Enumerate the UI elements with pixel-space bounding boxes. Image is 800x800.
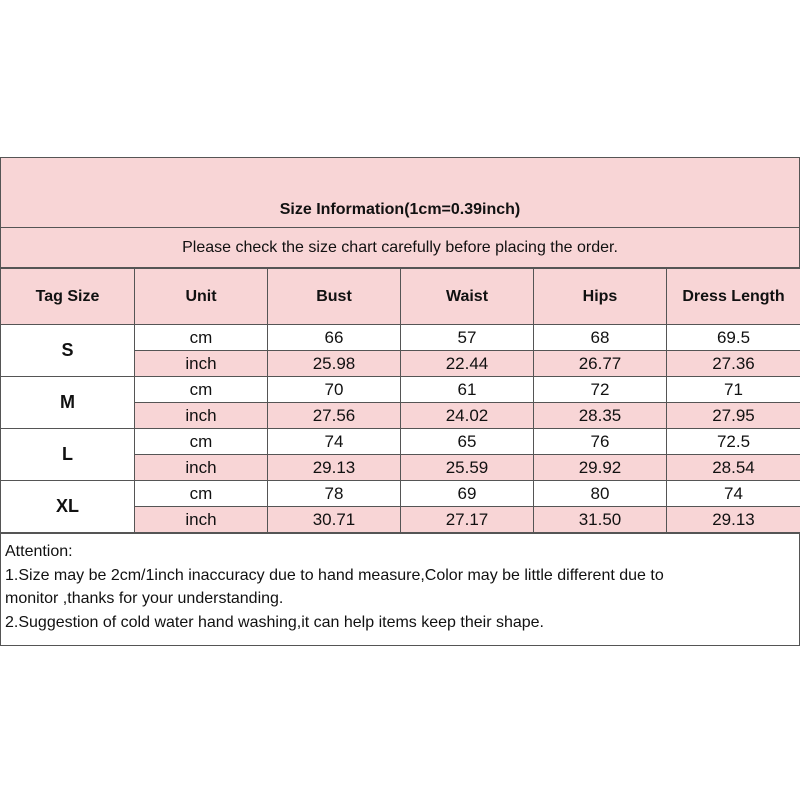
waist-cell: 57 bbox=[401, 325, 534, 351]
hips-cell: 72 bbox=[534, 377, 667, 403]
waist-cell: 25.59 bbox=[401, 455, 534, 481]
bust-cell: 78 bbox=[268, 481, 401, 507]
header-hips: Hips bbox=[534, 269, 667, 325]
bust-cell: 25.98 bbox=[268, 351, 401, 377]
tag-size-cell: XL bbox=[1, 481, 135, 533]
bust-cell: 27.56 bbox=[268, 403, 401, 429]
waist-cell: 24.02 bbox=[401, 403, 534, 429]
waist-cell: 27.17 bbox=[401, 507, 534, 533]
table-row bbox=[1, 429, 800, 455]
bust-cell: 29.13 bbox=[268, 455, 401, 481]
length-cell: 74 bbox=[667, 481, 800, 507]
unit-cell: cm bbox=[135, 325, 268, 351]
tag-size-cell: S bbox=[1, 325, 135, 377]
tag-size-cell: L bbox=[1, 429, 135, 481]
attention-line-2: monitor ,thanks for your understanding. bbox=[5, 590, 284, 607]
notice-row bbox=[0, 228, 800, 268]
bust-cell: 74 bbox=[268, 429, 401, 455]
attention-heading: Attention: bbox=[5, 543, 73, 560]
attention-line-3: 2.Suggestion of cold water hand washing,it can help items keep their shape. bbox=[5, 613, 544, 631]
length-cell: 27.95 bbox=[667, 403, 800, 429]
order-notice: Please check the size chart carefully before placing the order. bbox=[182, 238, 618, 256]
table-row bbox=[1, 481, 800, 507]
header-row bbox=[1, 269, 800, 325]
waist-cell: 65 bbox=[401, 429, 534, 455]
hips-cell: 76 bbox=[534, 429, 667, 455]
waist-cell: 22.44 bbox=[401, 351, 534, 377]
header-unit: Unit bbox=[135, 269, 268, 325]
unit-cell: inch bbox=[135, 403, 268, 429]
unit-cell: cm bbox=[135, 481, 268, 507]
length-cell: 28.54 bbox=[667, 455, 800, 481]
hips-cell: 28.35 bbox=[534, 403, 667, 429]
table-row bbox=[1, 377, 800, 403]
length-cell: 27.36 bbox=[667, 351, 800, 377]
header-dress-length: Dress Length bbox=[667, 269, 800, 325]
attention-notes bbox=[0, 533, 800, 645]
bust-cell: 30.71 bbox=[268, 507, 401, 533]
hips-cell: 29.92 bbox=[534, 455, 667, 481]
hips-cell: 80 bbox=[534, 481, 667, 507]
waist-cell: 61 bbox=[401, 377, 534, 403]
unit-cell: inch bbox=[135, 455, 268, 481]
bust-cell: 70 bbox=[268, 377, 401, 403]
attention-line-1: 1.Size may be 2cm/1inch inaccuracy due to hand measure,Color may be little different due to bbox=[5, 566, 664, 584]
title-row bbox=[0, 158, 800, 228]
length-cell: 69.5 bbox=[667, 325, 800, 351]
header-waist: Waist bbox=[401, 269, 534, 325]
table-row bbox=[1, 325, 800, 351]
chart-title: Size Information(1cm=0.39inch) bbox=[279, 201, 521, 218]
hips-cell: 31.50 bbox=[534, 507, 667, 533]
size-table bbox=[0, 268, 800, 533]
unit-cell: cm bbox=[135, 377, 268, 403]
size-chart bbox=[0, 157, 800, 646]
unit-cell: inch bbox=[135, 507, 268, 533]
header-bust: Bust bbox=[268, 269, 401, 325]
length-cell: 72.5 bbox=[667, 429, 800, 455]
header-tag-size: Tag Size bbox=[1, 269, 135, 325]
unit-cell: inch bbox=[135, 351, 268, 377]
hips-cell: 68 bbox=[534, 325, 667, 351]
hips-cell: 26.77 bbox=[534, 351, 667, 377]
tag-size-cell: M bbox=[1, 377, 135, 429]
waist-cell: 69 bbox=[401, 481, 534, 507]
unit-cell: cm bbox=[135, 429, 268, 455]
bust-cell: 66 bbox=[268, 325, 401, 351]
length-cell: 29.13 bbox=[667, 507, 800, 533]
length-cell: 71 bbox=[667, 377, 800, 403]
